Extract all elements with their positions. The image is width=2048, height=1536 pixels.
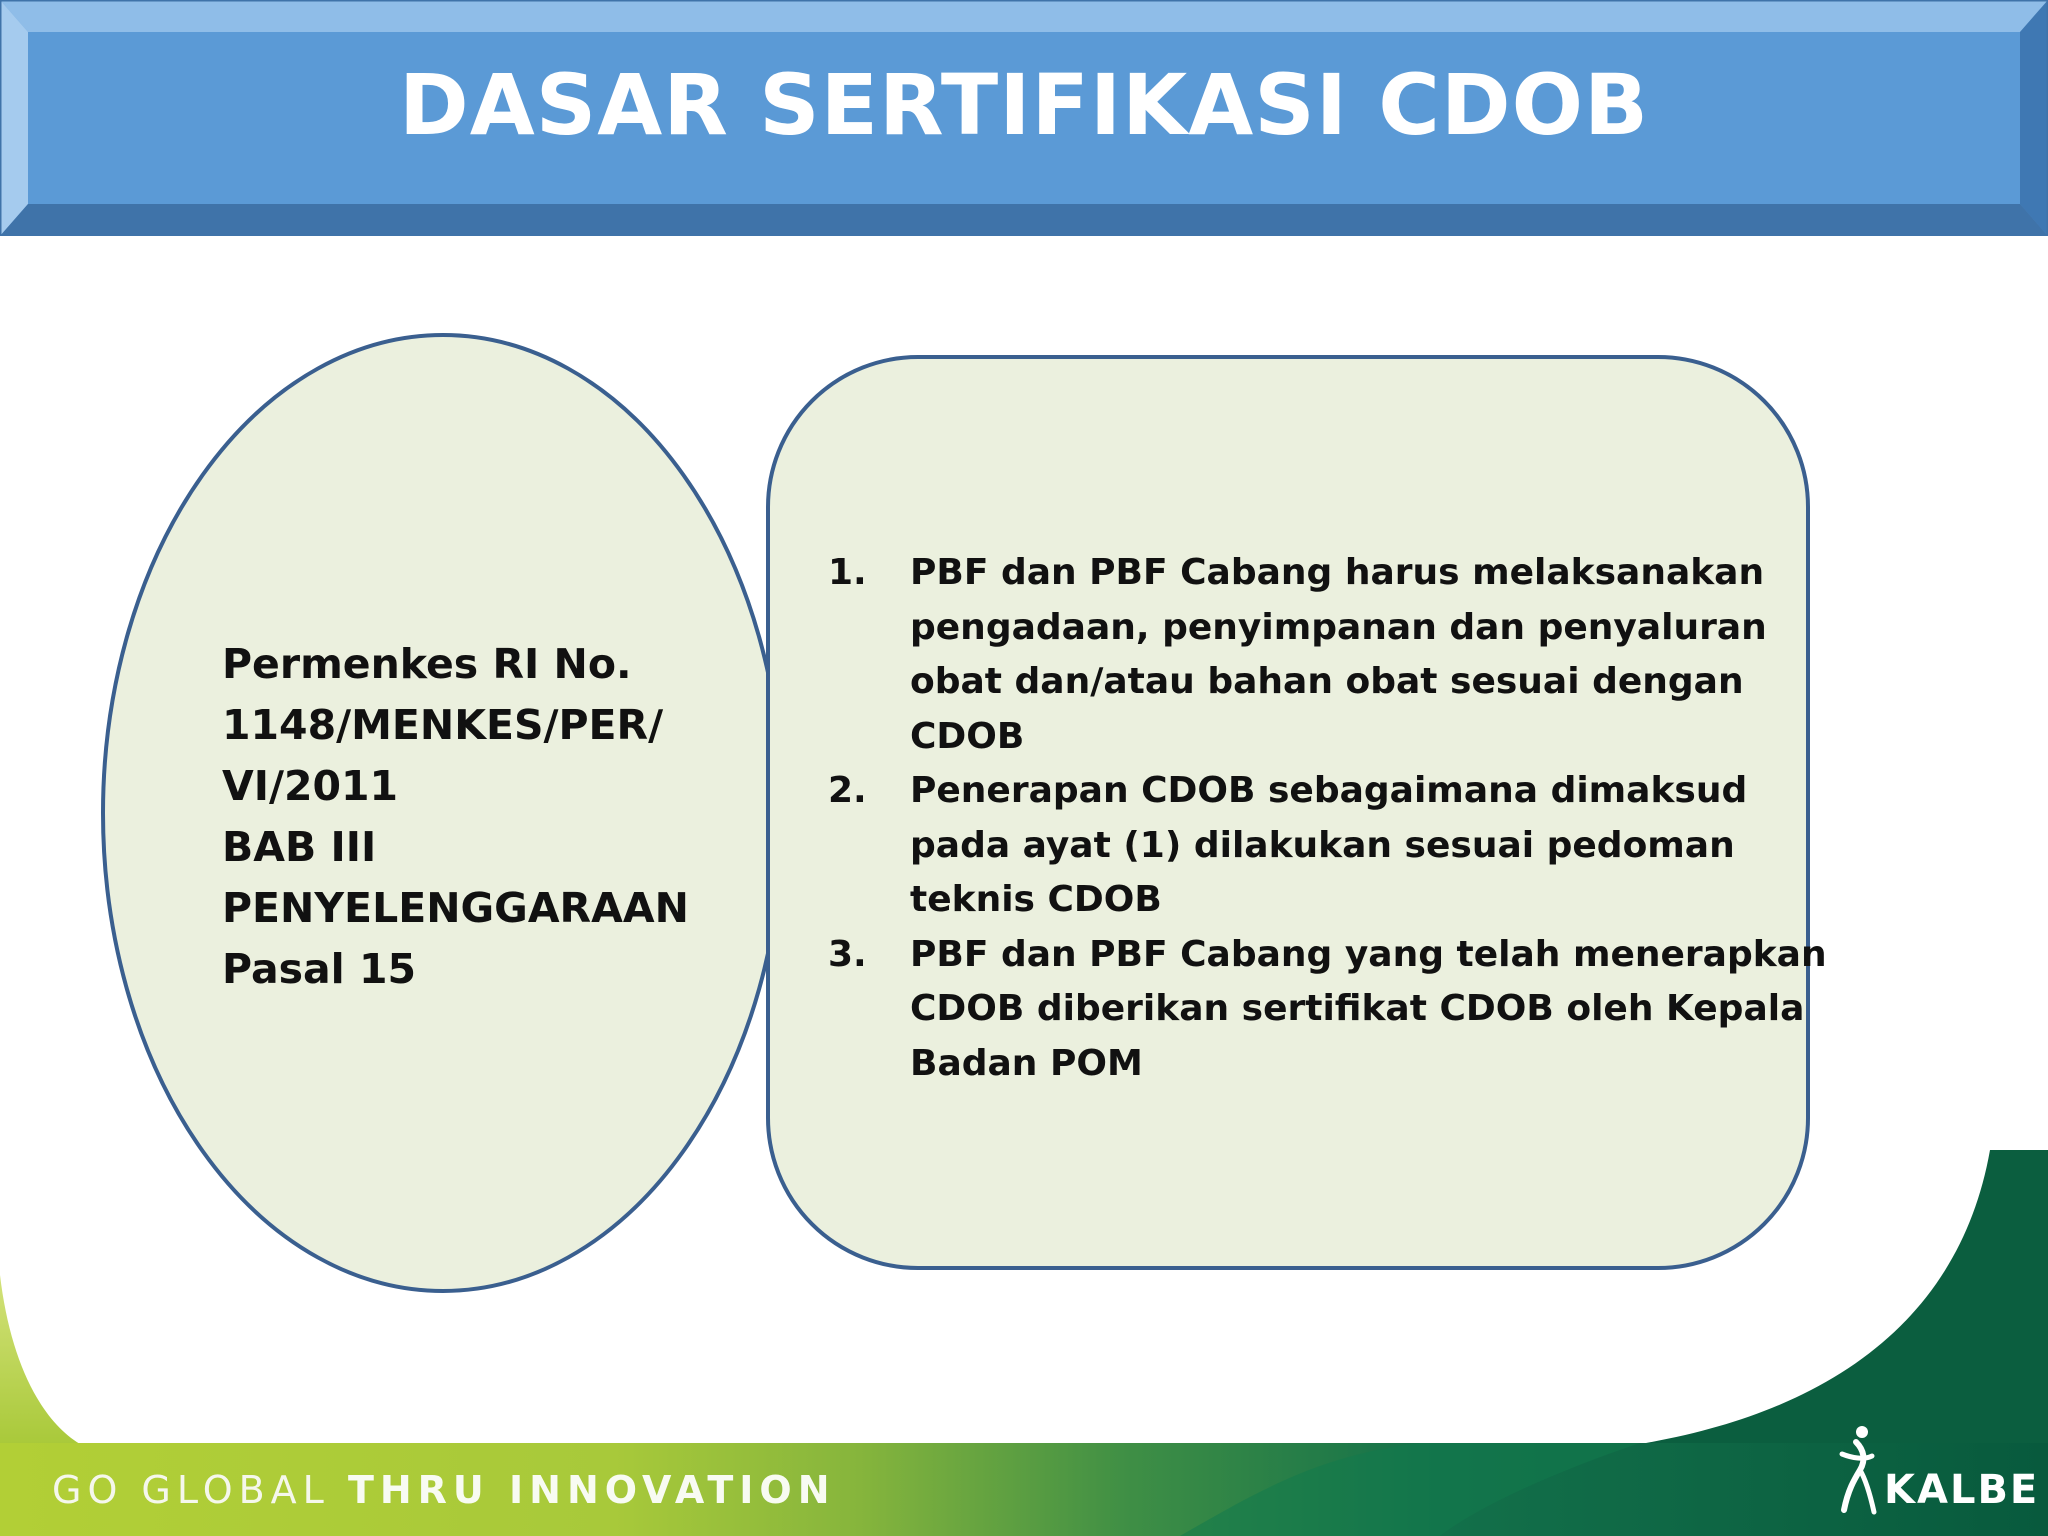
list-item-line: CDOB diberikan sertifikat CDOB oleh Kepala (910, 988, 1805, 1029)
tagline-light: GO GLOBAL (52, 1468, 330, 1512)
list-item-line: PBF dan PBF Cabang yang telah menerapkan (910, 933, 1827, 975)
page-title: DASAR SERTIFIKASI CDOB (398, 56, 1650, 154)
list-item-line: teknis CDOB (910, 879, 1162, 920)
list-item-line: CDOB (910, 715, 1025, 757)
regulation-line: VI/2011 (222, 762, 399, 810)
kalbe-logo-text: KALBE (1884, 1467, 2040, 1513)
list-item-line: Penerapan CDOB sebagaimana dimaksud (910, 770, 1748, 811)
list-item-line: pada ayat (1) dilakukan sesuai pedoman (910, 824, 1735, 866)
regulation-reference (222, 634, 689, 1000)
list-item-text (910, 764, 1758, 928)
regulation-line: 1148/MENKES/PER/ (222, 701, 664, 749)
list-item-line: Badan POM (910, 1042, 1143, 1084)
list-item (828, 546, 1767, 764)
regulation-line: BAB III (222, 823, 377, 871)
regulation-line: Permenkes RI No. (222, 640, 632, 688)
kalbe-figure-icon (1834, 1420, 1880, 1520)
regulation-line: PENYELENGGARAAN (222, 884, 689, 932)
regulation-line: Pasal 15 (222, 945, 417, 993)
list-item-line: obat dan/atau bahan obat sesuai dengan (910, 661, 1744, 702)
numbered-list (828, 546, 1827, 1091)
tagline-bold: THRU INNOVATION (347, 1468, 836, 1512)
list-item (828, 764, 1758, 928)
footer-tagline (52, 1462, 836, 1518)
list-item-text (910, 546, 1767, 764)
list-item-number: 1. (828, 552, 867, 593)
list-item-number: 3. (828, 933, 867, 975)
list-item-line: pengadaan, penyimpanan dan penyaluran (910, 606, 1767, 648)
list-item-line: PBF dan PBF Cabang harus melaksanakan (910, 552, 1765, 593)
list-item-text (910, 928, 1827, 1092)
list-item-number: 2. (828, 770, 867, 811)
list-item (828, 928, 1827, 1092)
